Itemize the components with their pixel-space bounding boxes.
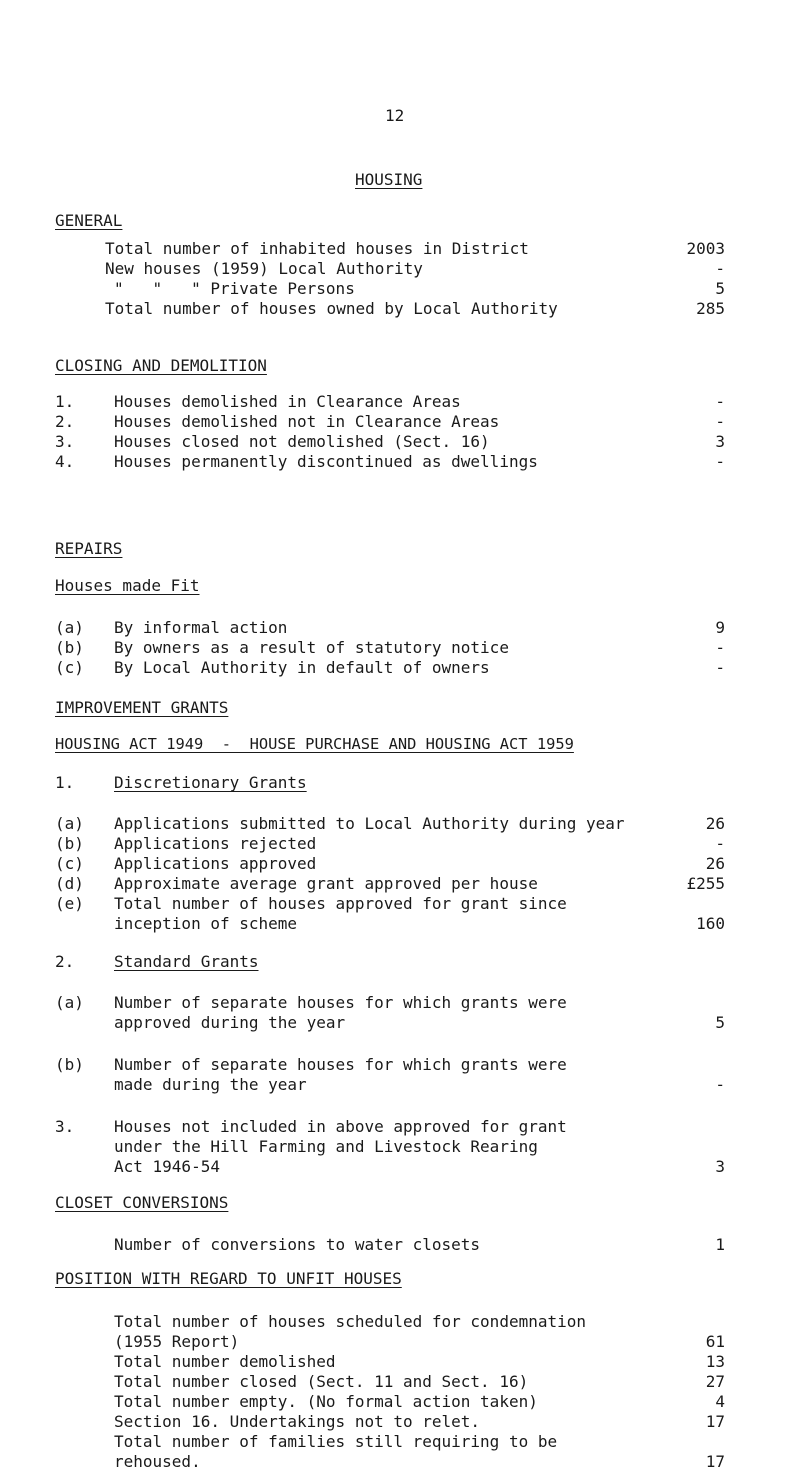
closing-row-num: 2. <box>55 412 75 431</box>
general-row-label: Total number of inhabited houses in District <box>105 239 529 258</box>
unfit-row-label: Total number demolished <box>114 1352 336 1371</box>
closet-label: Number of conversions to water closets <box>114 1235 481 1254</box>
closing-row-value: - <box>715 392 725 411</box>
repairs-row-num: (c) <box>55 658 84 677</box>
discretionary-heading: Discretionary Grants <box>114 773 307 792</box>
closet-heading: CLOSET CONVERSIONS <box>55 1193 229 1212</box>
discretionary-row-num: (d) <box>55 874 84 893</box>
discretionary-row-value: 26 <box>705 854 725 873</box>
unfit-row-label: Total number closed (Sect. 11 and Sect. 16) <box>114 1372 529 1391</box>
unfit-row-line2: (1955 Report) <box>114 1332 240 1351</box>
repairs-row-num: (b) <box>55 638 84 657</box>
standard-heading: Standard Grants <box>114 952 259 971</box>
unfit-row-value: 4 <box>715 1392 725 1411</box>
unfit-row-value: 17 <box>705 1412 725 1431</box>
closing-row-value: - <box>715 412 725 431</box>
general-row-label: Total number of houses owned by Local Authority <box>105 299 558 318</box>
discretionary-row-num: (a) <box>55 814 84 833</box>
improvement-heading: IMPROVEMENT GRANTS <box>55 698 229 717</box>
general-row-label: " " " Private Persons <box>114 279 355 298</box>
general-row-value: 285 <box>696 299 725 318</box>
closet-value: 1 <box>715 1235 725 1254</box>
standard-num: 2. <box>55 952 75 971</box>
discretionary-num: 1. <box>55 773 75 792</box>
hill-farming-line2: under the Hill Farming and Livestock Rearing <box>114 1137 538 1156</box>
general-row-value: - <box>715 259 725 278</box>
hill-farming-line1: Houses not included in above approved for grant <box>114 1117 567 1136</box>
standard-b-line1: Number of separate houses for which grants were <box>114 1055 567 1074</box>
general-row-label: New houses (1959) Local Authority <box>105 259 423 278</box>
closing-row-value: 3 <box>715 432 725 451</box>
standard-b-line2: made during the year <box>114 1075 307 1094</box>
unfit-row-line1: Total number of families still requiring to be <box>114 1432 558 1451</box>
discretionary-row-label: Applications rejected <box>114 834 317 853</box>
closing-row-num: 3. <box>55 432 75 451</box>
unfit-row-label: Section 16. Undertakings not to relet. <box>114 1412 481 1431</box>
closing-heading: CLOSING AND DEMOLITION <box>55 356 267 375</box>
standard-b-num: (b) <box>55 1055 84 1074</box>
unfit-row-value: 61 <box>705 1332 725 1351</box>
page-title: HOUSING <box>355 170 423 189</box>
repairs-heading: REPAIRS <box>55 539 123 558</box>
closing-row-label: Houses demolished not in Clearance Areas <box>114 412 500 431</box>
unfit-row-value: 13 <box>705 1352 725 1371</box>
discretionary-row-num: (e) <box>55 894 84 913</box>
closing-row-label: Houses demolished in Clearance Areas <box>114 392 461 411</box>
discretionary-row-label: Total number of houses approved for grant since <box>114 894 567 913</box>
unfit-row-line1: Total number of houses scheduled for condemnation <box>114 1312 587 1331</box>
closing-row-label: Houses permanently discontinued as dwellings <box>114 452 538 471</box>
standard-a-num: (a) <box>55 993 84 1012</box>
repairs-row-value: - <box>715 658 725 677</box>
page-number: 12 <box>385 106 405 125</box>
closing-row-num: 1. <box>55 392 75 411</box>
discretionary-row-num: (b) <box>55 834 84 853</box>
discretionary-row-label: Applications submitted to Local Authority during year <box>114 814 625 833</box>
standard-b-value: - <box>715 1075 725 1094</box>
repairs-row-num: (a) <box>55 618 84 637</box>
repairs-subheading: Houses made Fit <box>55 576 200 595</box>
standard-a-line1: Number of separate houses for which grants were <box>114 993 567 1012</box>
closing-row-value: - <box>715 452 725 471</box>
discretionary-row-value: - <box>715 834 725 853</box>
repairs-row-label: By owners as a result of statutory notice <box>114 638 509 657</box>
unfit-row-line2: rehoused. <box>114 1452 201 1471</box>
unfit-row-value: 27 <box>705 1372 725 1391</box>
repairs-row-value: 9 <box>715 618 725 637</box>
general-heading: GENERAL <box>55 211 123 230</box>
repairs-row-value: - <box>715 638 725 657</box>
unfit-heading: POSITION WITH REGARD TO UNFIT HOUSES <box>55 1269 402 1288</box>
general-row-value: 5 <box>715 279 725 298</box>
unfit-row-value: 17 <box>705 1452 725 1471</box>
hill-farming-num: 3. <box>55 1117 75 1136</box>
standard-a-value: 5 <box>715 1013 725 1032</box>
improvement-acts: HOUSING ACT 1949 - HOUSE PURCHASE AND HOUSING ACT 1959 <box>55 735 574 753</box>
closing-row-label: Houses closed not demolished (Sect. 16) <box>114 432 490 451</box>
repairs-row-label: By informal action <box>114 618 288 637</box>
unfit-row-label: Total number empty. (No formal action taken) <box>114 1392 538 1411</box>
repairs-row-label: By Local Authority in default of owners <box>114 658 490 677</box>
discretionary-row-value: £255 <box>686 874 725 893</box>
discretionary-row-label: Approximate average grant approved per house <box>114 874 538 893</box>
hill-farming-line3: Act 1946-54 <box>114 1157 220 1176</box>
discretionary-row-label-cont: inception of scheme <box>114 914 298 933</box>
discretionary-row-value: 160 <box>696 914 725 933</box>
standard-a-line2: approved during the year <box>114 1013 346 1032</box>
general-row-value: 2003 <box>686 239 725 258</box>
discretionary-row-value: 26 <box>705 814 725 833</box>
closing-row-num: 4. <box>55 452 75 471</box>
discretionary-row-label: Applications approved <box>114 854 317 873</box>
discretionary-row-num: (c) <box>55 854 84 873</box>
hill-farming-value: 3 <box>715 1157 725 1176</box>
